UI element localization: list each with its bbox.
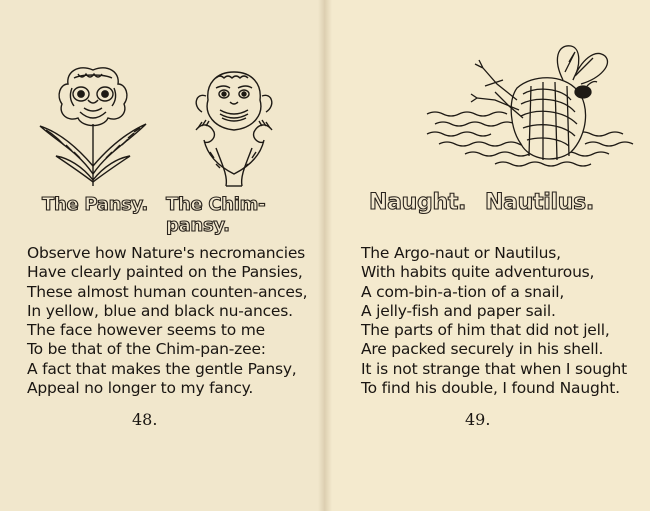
verse-line: A jelly-fish and paper sail. xyxy=(361,301,556,320)
verse-line: The face however seems to me xyxy=(27,321,265,340)
verse-line: It is not strange that when I sought xyxy=(361,359,627,378)
pansy-illustration xyxy=(38,62,148,188)
verse-line: To find his double, I found Naught. xyxy=(361,379,620,398)
caption-naught: Naught. xyxy=(369,190,467,215)
page-number-left: 48. xyxy=(132,410,158,429)
verse-line: In yellow, blue and black nu-ances. xyxy=(27,301,293,320)
verse-line: Observe how Nature's necromancies xyxy=(27,244,306,262)
poem-nautilus xyxy=(361,244,627,398)
verse-line: To be that of the Chim-pan-zee: xyxy=(27,340,266,359)
verse-line: The parts of him that did not jell, xyxy=(361,321,610,340)
verse-line: These almost human counten-ances, xyxy=(27,282,308,301)
verse-line: A fact that makes the gentle Pansy, xyxy=(27,359,297,378)
chimpanzee-illustration xyxy=(186,68,282,188)
page-number-right: 49. xyxy=(465,410,491,429)
verse-line: Are packed securely in his shell. xyxy=(361,340,604,359)
caption-pansy: The Pansy. xyxy=(42,194,148,215)
nautilus-illustration xyxy=(425,40,635,180)
verse-line: The Argo-naut or Nautilus, xyxy=(361,244,561,262)
poem-pansy xyxy=(27,244,307,398)
verse-line: Have clearly painted on the Pansies, xyxy=(27,263,303,282)
verse-line: Appeal no longer to my fancy. xyxy=(27,379,254,398)
caption-nautilus: Nautilus. xyxy=(485,190,594,215)
right-page xyxy=(325,0,650,511)
verse-line: A com-bin-a-tion of a snail, xyxy=(361,282,565,301)
caption-chimpansy: The Chim-pansy. xyxy=(166,194,266,236)
verse-line: With habits quite adventurous, xyxy=(361,263,595,282)
